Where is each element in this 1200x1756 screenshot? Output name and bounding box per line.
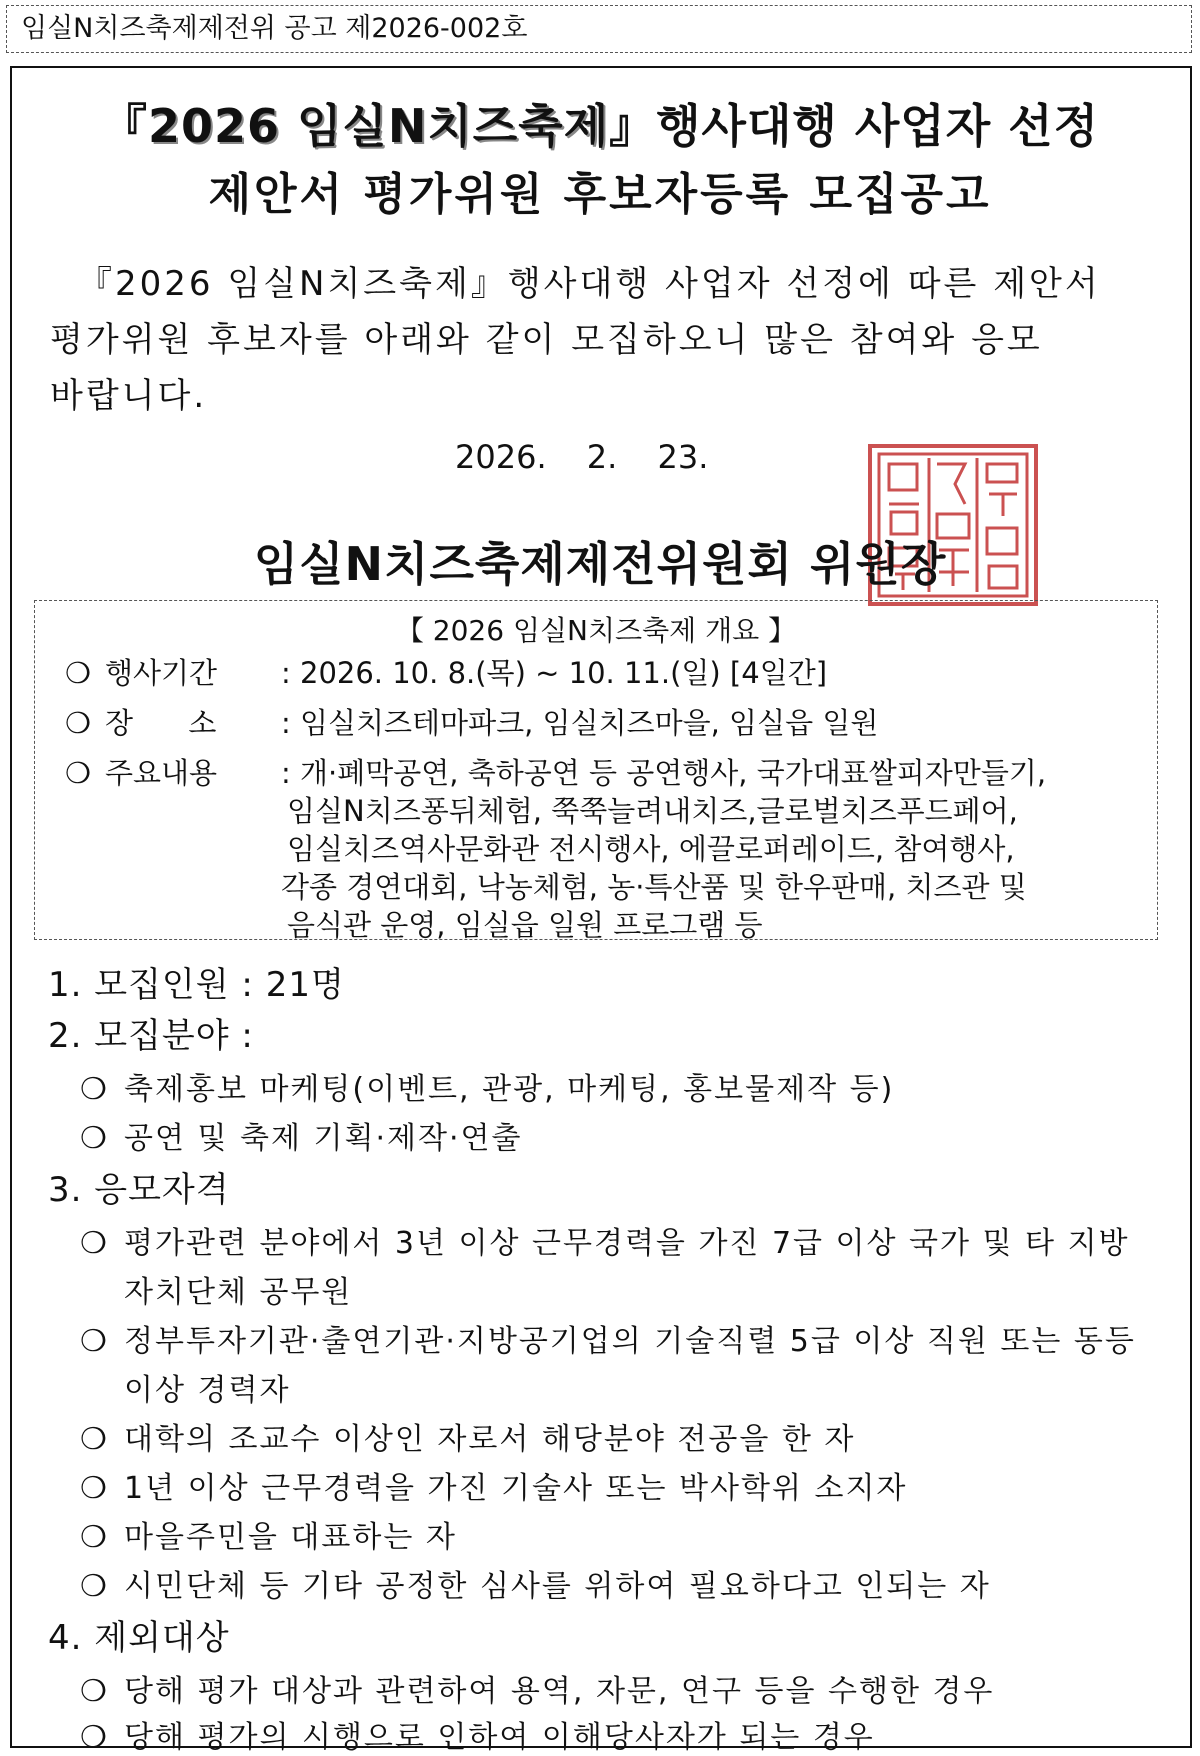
qualification-continuation: 자치단체 공무원	[124, 1275, 353, 1310]
circle-bullet-icon: ❍	[80, 1720, 109, 1755]
exclusion-text: 당해 평가의 시행으로 인하여 이해당사자가 되는 경우	[124, 1720, 875, 1755]
intro-line-3: 바랍니다.	[50, 376, 208, 416]
organization-signature: 임실N치즈축제제전위원회 위원장	[253, 537, 947, 591]
circle-bullet-icon: ❍	[65, 756, 91, 790]
intro-paragraph	[50, 256, 1160, 424]
circle-bullet-icon: ❍	[80, 1226, 109, 1261]
exclusion-text: 당해 평가 대상과 관련하여 용역, 자문, 연구 등을 수행한 경우	[124, 1674, 995, 1709]
overview-content-line-4: 각종 경연대회, 낙농체험, 농·특산품 및 한우판매, 치즈관 및	[281, 870, 1027, 904]
qualification-item	[80, 1463, 907, 1507]
qualification-item	[80, 1316, 1136, 1360]
qualification-item	[80, 1561, 991, 1605]
qualification-text: 시민단체 등 기타 공정한 심사를 위하여 필요하다고 인되는 자	[124, 1569, 991, 1604]
section-1-recruit-count: 1. 모집인원 : 21명	[48, 965, 345, 1005]
circle-bullet-icon: ❍	[80, 1121, 109, 1156]
qualification-text: 1년 이상 근무경력을 가진 기술사 또는 박사학위 소지자	[124, 1471, 908, 1506]
circle-bullet-icon: ❍	[80, 1674, 109, 1709]
overview-content-line-1: : 개·폐막공연, 축하공연 등 공연행사, 국가대표쌀피자만들기,	[281, 756, 1047, 790]
overview-content-line-5: 음식관 운영, 임실읍 일원 프로그램 등	[287, 908, 763, 942]
overview-period-row	[65, 651, 255, 692]
circle-bullet-icon: ❍	[80, 1324, 109, 1359]
intro-line-2: 평가위원 후보자를 아래와 같이 모집하오니 많은 참여와 응모	[50, 320, 1043, 360]
section-3-qualifications: 3. 응모자격	[48, 1170, 230, 1210]
overview-content-line-3: 임실치즈역사문화관 전시행사, 에끌로퍼레이드, 참여행사,	[287, 832, 1015, 866]
title-festival-name: 2026 임실N치즈축제	[147, 99, 610, 153]
intro-line-1: 『2026 임실N치즈축제』행사대행 사업자 선정에 따른 제안서	[78, 264, 1101, 304]
festival-overview-box	[34, 600, 1158, 940]
notice-number: 임실N치즈축제제전위 공고 제2026-002호	[6, 5, 1192, 53]
qualification-item	[80, 1218, 1130, 1262]
field-item-text: 공연 및 축제 기획·제작·연출	[124, 1121, 523, 1156]
qualification-continuation: 이상 경력자	[124, 1373, 291, 1408]
qualification-text: 대학의 조교수 이상인 자로서 해당분야 전공을 한 자	[124, 1422, 856, 1457]
overview-content-line-2: 임실N치즈퐁뒤체험, 쭉쭉늘려내치즈,글로벌치즈푸드페어,	[287, 794, 1018, 828]
circle-bullet-icon: ❍	[80, 1471, 109, 1506]
notice-date: 2026. 2. 23.	[455, 438, 709, 476]
overview-content-row	[65, 751, 255, 792]
overview-place-row	[65, 701, 255, 742]
title-line-2: 제안서 평가위원 후보자등록 모집공고	[208, 169, 992, 220]
title-bracket-open: 『	[100, 99, 148, 153]
circle-bullet-icon: ❍	[80, 1520, 109, 1555]
overview-place-label: 장 소	[105, 706, 217, 740]
field-item	[80, 1064, 894, 1108]
section-4-exclusions: 4. 제외대상	[48, 1618, 230, 1658]
qualification-item	[80, 1414, 855, 1458]
qualification-text: 평가관련 분야에서 3년 이상 근무경력을 가진 7급 이상 국가 및 타 지방	[124, 1226, 1130, 1261]
circle-bullet-icon: ❍	[80, 1422, 109, 1457]
overview-period-value: : 2026. 10. 8.(목) ~ 10. 11.(일) [4일간]	[281, 656, 828, 690]
qualification-item	[80, 1512, 457, 1556]
title-line-1	[0, 90, 1200, 156]
overview-heading: 【 2026 임실N치즈축제 개요 】	[395, 614, 797, 647]
circle-bullet-icon: ❍	[65, 656, 91, 690]
overview-period-label: 행사기간	[105, 656, 218, 690]
overview-place-value: : 임실치즈테마파크, 임실치즈마을, 임실읍 일원	[281, 706, 879, 740]
circle-bullet-icon: ❍	[80, 1072, 109, 1107]
exclusion-item	[80, 1666, 994, 1710]
field-item	[80, 1113, 522, 1157]
section-2-fields: 2. 모집분야 :	[48, 1016, 254, 1056]
qualification-text: 정부투자기관·출연기관·지방공기업의 기술직렬 5급 이상 직원 또는 동등	[124, 1324, 1136, 1359]
exclusion-item	[80, 1712, 875, 1756]
title-line-1-rest: 』행사대행 사업자 선정	[609, 99, 1100, 153]
qualification-text: 마을주민을 대표하는 자	[124, 1520, 457, 1555]
field-item-text: 축제홍보 마케팅(이벤트, 관광, 마케팅, 홍보물제작 등)	[124, 1072, 895, 1107]
circle-bullet-icon: ❍	[80, 1569, 109, 1604]
circle-bullet-icon: ❍	[65, 706, 91, 740]
overview-content-label: 주요내용	[105, 756, 218, 790]
